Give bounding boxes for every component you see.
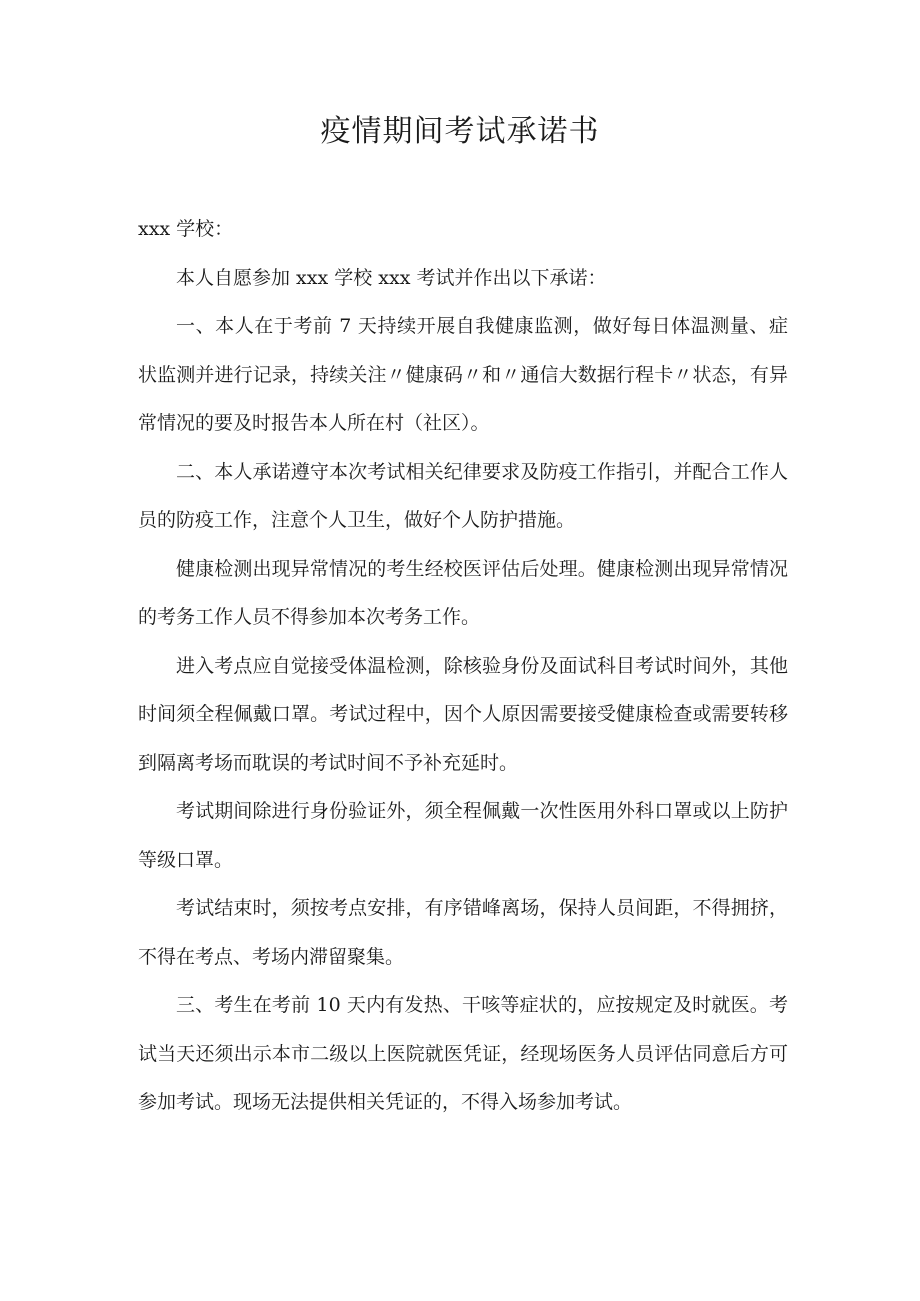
paragraph-mask: 考试期间除进行身份验证外，须全程佩戴一次性医用外科口罩或以上防护等级口罩。 bbox=[138, 800, 788, 871]
paragraph-exit: 考试结束时，须按考点安排，有序错峰离场，保持人员间距，不得拥挤，不得在考点、考场内滞留聚集。 bbox=[138, 897, 788, 968]
paragraph-intro: 本人自愿参加 xxx 学校 xxx 考试并作出以下承诺： bbox=[176, 266, 607, 289]
paragraph-health-check: 健康检测出现异常情况的考生经校医评估后处理。健康检测出现异常情况的考务工作人员不得参加本次考务工作。 bbox=[138, 557, 788, 628]
paragraph-clause-2: 二、本人承诺遵守本次考试相关纪律要求及防疫工作指引，并配合工作人员的防疫工作，注意个人卫生，做好个人防护措施。 bbox=[138, 460, 788, 531]
paragraph-clause-1: 一、本人在于考前 7 天持续开展自我健康监测，做好每日体温测量、症状监测并进行记录，持续关注〃健康码〃和〃通信大数据行程卡〃状态，有异常情况的要及时报告本人所在村（社区）。 bbox=[138, 315, 788, 434]
document-body bbox=[138, 205, 788, 1127]
salutation: xxx 学校： bbox=[138, 218, 234, 240]
paragraph-entry-check: 进入考点应自觉接受体温检测，除核验身份及面试科目考试时间外，其他时间须全程佩戴口罩。考试过程中，因个人原因需要接受健康检查或需要转移到隔离考场而耽误的考试时间不予补充延时。 bbox=[138, 654, 788, 774]
document-title: 疫情期间考试承诺书 bbox=[320, 114, 600, 149]
paragraph-clause-3: 三、考生在考前 10 天内有发热、干咳等症状的，应按规定及时就医。考试当天还须出示本市二级以上医院就医凭证，经现场医务人员评估同意后方可参加考试。现场无法提供相关凭证的，不得入场参加考试。 bbox=[138, 994, 788, 1113]
